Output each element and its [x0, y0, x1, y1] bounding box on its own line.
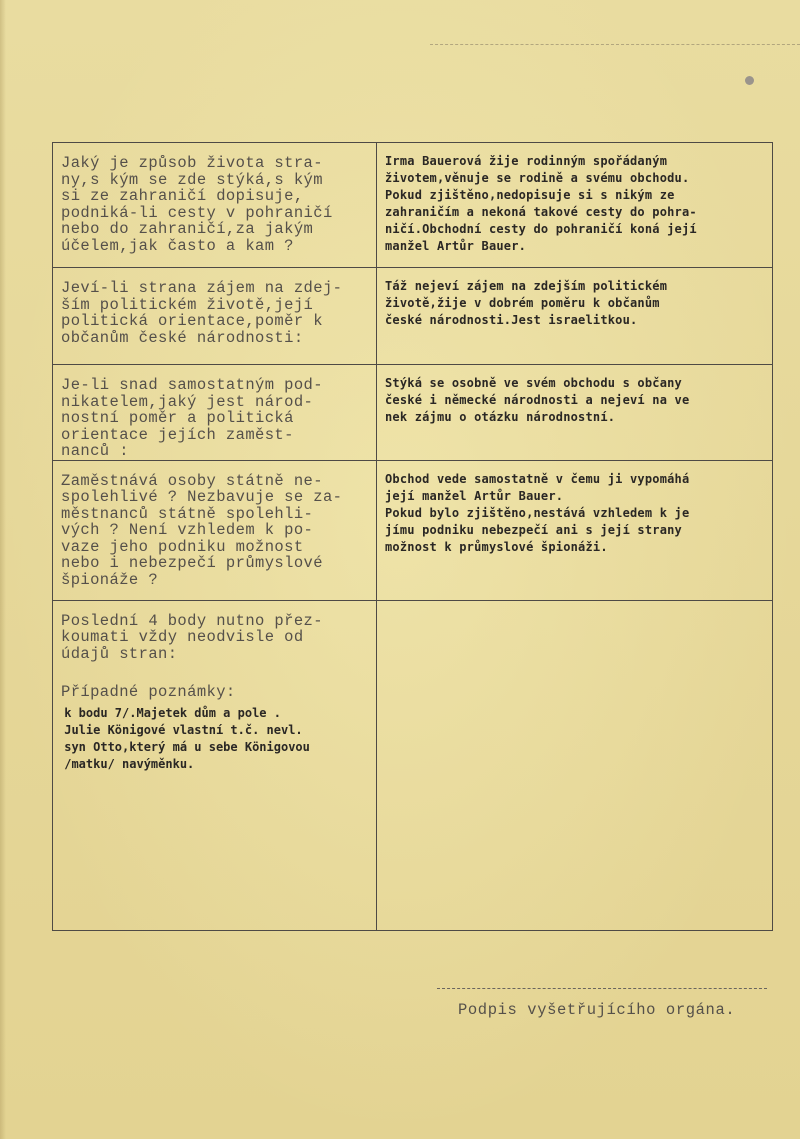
notes-cell	[53, 600, 377, 930]
form-row	[53, 365, 773, 461]
form-row-final	[53, 600, 773, 930]
question-cell	[53, 460, 377, 600]
review-instruction: Poslední 4 body nutno přez- koumati vždy neodvisle od údajů stran:	[61, 611, 323, 663]
answer-text: Táž nejeví zájem na zdejším politickém životě,žije v dobrém poměru k občanům české národnosti.Jest israelitkou.	[385, 279, 668, 327]
question-text: Jaký je způsob života stra- ny,s kým se zde stýká,s kým si ze zahraničí dopisuje, podniká-li cesty v pohraničí nebo do zahraničí,za jakým účelem,jak často a kam ?	[61, 154, 333, 255]
form-row	[53, 143, 773, 268]
form-row	[53, 460, 773, 600]
question-cell	[53, 143, 377, 268]
question-text: Jeví-li strana zájem na zdej- ším politickém životě,její politická orientace,poměr k občanům české národnosti:	[61, 279, 343, 347]
top-faded-line	[430, 44, 800, 45]
empty-answer-cell	[377, 600, 773, 930]
answer-cell	[377, 460, 773, 600]
answer-text: Stýká se osobně ve svém obchodu s občany české i německé národnosti a nejeví na ve nek zájmu o otázku národnostní.	[385, 376, 690, 424]
page-edge-shadow	[0, 0, 6, 1139]
form-row	[53, 268, 773, 365]
notes-text: k bodu 7/.Majetek dům a pole . Julie Königové vlastní t.č. nevl. syn Otto,který má u sebe Königovou /matku/ navýměnku.	[64, 705, 310, 771]
signature-label: Podpis vyšetřujícího orgána.	[458, 1001, 736, 1019]
answer-cell	[377, 143, 773, 268]
question-cell	[53, 365, 377, 461]
question-text: Zaměstnává osoby státně ne- spolehlivé ? Nezbavuje se za- městnanců státně spolehli- vých ? Není vzhledem k po- vaze jeho podniku možnost nebo i nebezpečí průmyslové špionáže ?	[61, 471, 343, 589]
answer-cell	[377, 268, 773, 365]
signature-line	[437, 988, 767, 989]
question-text: Je-li snad samostatným pod- nikatelem,jaký jest národ- nostní poměr a politická orientace jejích zaměst- nanců :	[61, 376, 323, 460]
question-cell	[53, 268, 377, 365]
questionnaire-table	[52, 142, 773, 931]
answer-text: Obchod vede samostatně v čemu ji vypomáhá její manžel Artůr Bauer. Pokud bylo zjištěno,nestává vzhledem k je jímu podniku nebezpečí ani s její strany možnost k průmyslové špionáži.	[385, 471, 690, 554]
answer-text: Irma Bauerová žije rodinným spořádaným životem,věnuje se rodině a svému obchodu. Pokud zjištěno,nedopisuje si s nikým ze zahraničím a nekoná takové cesty do pohra- ničí.Obchodní cesty do pohraničí koná její manžel Artůr Bauer.	[385, 154, 697, 253]
notes-heading: Případné poznámky:	[61, 683, 236, 701]
answer-cell	[377, 365, 773, 461]
punch-hole-mark	[745, 76, 754, 85]
